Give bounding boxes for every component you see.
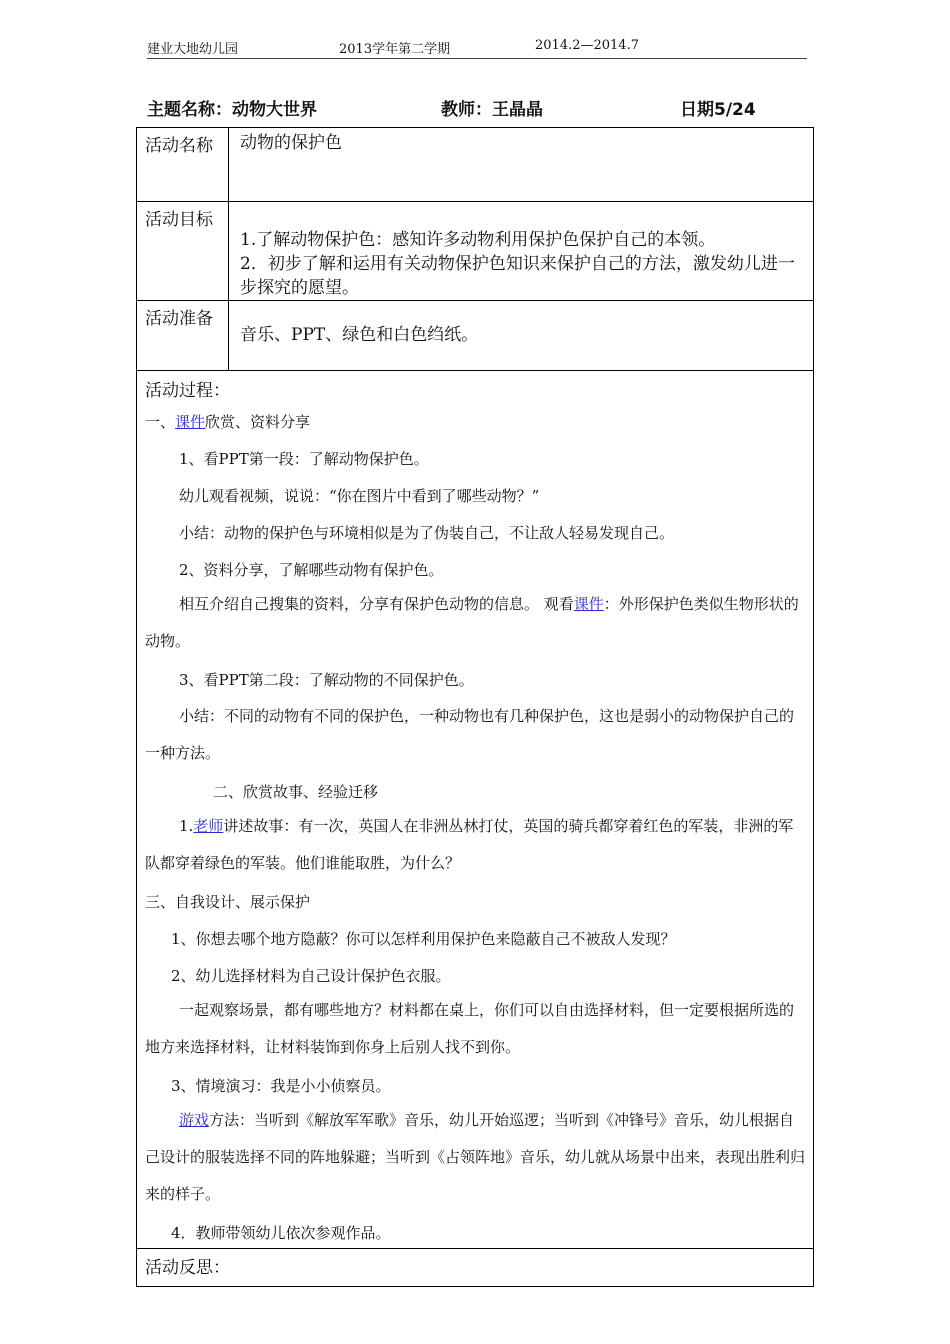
section-3-heading: 三、自我设计、展示保护 [145, 893, 311, 911]
value-activity-name: 动物的保护色 [240, 133, 342, 153]
section-2-heading: 二、欣赏故事、经验迁移 [213, 783, 379, 801]
activity-process [137, 371, 813, 1249]
step-1-3: 3、看PPT第二段：了解动物的不同保护色。 [179, 671, 474, 689]
process-label: 活动过程： [145, 381, 230, 401]
step-3-2-detail: 一起观察场景，都有哪些地方？材料都在桌上，你们可以自由选择材料，但一定要根据所选的地方来选择材料，让材料装饰到你身上后别人找不到你。 [145, 1001, 795, 1056]
game-link[interactable]: 游戏 [179, 1111, 210, 1129]
step-1-2-text-end: ：外形保护色类似生物形状的动物。 [145, 595, 799, 650]
step-1-2: 2、资料分享，了解哪些动物有保护色。 [179, 561, 444, 579]
step-3-3: 3、情境演习：我是小小侦察员。 [171, 1077, 391, 1095]
step-1-2-text: 相互介绍自己搜集的资料，分享有保护色动物的信息。 观看 [179, 595, 574, 613]
value-activity-prep: 音乐、PPT、绿色和白色绉纸。 [240, 325, 479, 345]
step-1-1-detail: 幼儿观看视频，说说：“你在图片中看到了哪些动物？” [179, 487, 540, 505]
section-1-prefix: 一、 [145, 413, 176, 431]
label-activity-goal: 活动目标 [137, 202, 229, 300]
step-3-4: 4．教师带领幼儿依次参观作品。 [171, 1224, 391, 1242]
game-method-text: 方法：当听到《解放军军歌》音乐，幼儿开始巡逻；当听到《冲锋号》音乐，幼儿根据自己设计的服装选择不同的阵地躲避；当听到《占领阵地》音乐，幼儿就从场景中出来，表现出胜利归来的样子。 [145, 1111, 806, 1203]
header-range: 2014.2—2014.7 [535, 38, 639, 53]
row-activity-goal [137, 202, 813, 301]
step-3-1: 1、你想去哪个地方隐蔽？你可以怎样利用保护色来隐蔽自己不被敌人发现？ [171, 930, 676, 948]
step-1-1-summary: 小结：动物的保护色与环境相似是为了伪装自己，不让敌人轻易发现自己。 [179, 524, 675, 542]
step-3-2: 2、幼儿选择材料为自己设计保护色衣服。 [171, 967, 451, 985]
value-goal-1: 1.了解动物保护色：感知许多动物利用保护色保护自己的本领。 [240, 230, 716, 250]
row-activity-name [137, 128, 813, 202]
header-term: 2013学年第二学期 [339, 42, 451, 57]
label-activity-name: 活动名称 [137, 128, 229, 201]
section-1-suffix: 欣赏、资料分享 [205, 413, 311, 431]
step-2-1-prefix: 1. [179, 817, 194, 835]
courseware-link-2[interactable]: 课件 [573, 595, 604, 613]
page-header [147, 38, 807, 59]
header-school: 建业大地幼儿园 [147, 42, 239, 57]
lesson-table [136, 127, 814, 1287]
lesson-date: 日期5/24 [680, 100, 756, 120]
game-method [145, 1102, 805, 1213]
step-1-2-detail [145, 586, 805, 660]
teacher-link[interactable]: 老师 [193, 817, 224, 835]
row-activity-prep [137, 301, 813, 371]
label-activity-prep: 活动准备 [137, 301, 229, 370]
step-2-1 [145, 808, 805, 882]
reflection-label: 活动反思： [145, 1258, 230, 1278]
subject-line [147, 95, 807, 121]
teacher-name: 教师：王晶晶 [441, 100, 543, 120]
step-1-3-summary: 小结：不同的动物有不同的保护色，一种动物也有几种保护色，这也是弱小的动物保护自己的一种方法。 [145, 707, 795, 762]
step-1-1: 1、看PPT第一段：了解动物保护色。 [179, 450, 429, 468]
section-1-heading [145, 411, 805, 432]
step-2-1-text: 讲述故事：有一次，英国人在非洲丛林打仗，英国的骑兵都穿着红色的军装，非洲的军队都穿着绿色的军装。他们谁能取胜，为什么？ [145, 817, 794, 872]
courseware-link[interactable]: 课件 [175, 413, 206, 431]
theme-title: 主题名称：动物大世界 [147, 100, 317, 120]
value-goal-2: 2．初步了解和运用有关动物保护色知识来保护自己的方法，激发幼儿进一步探究的愿望。 [240, 254, 795, 298]
